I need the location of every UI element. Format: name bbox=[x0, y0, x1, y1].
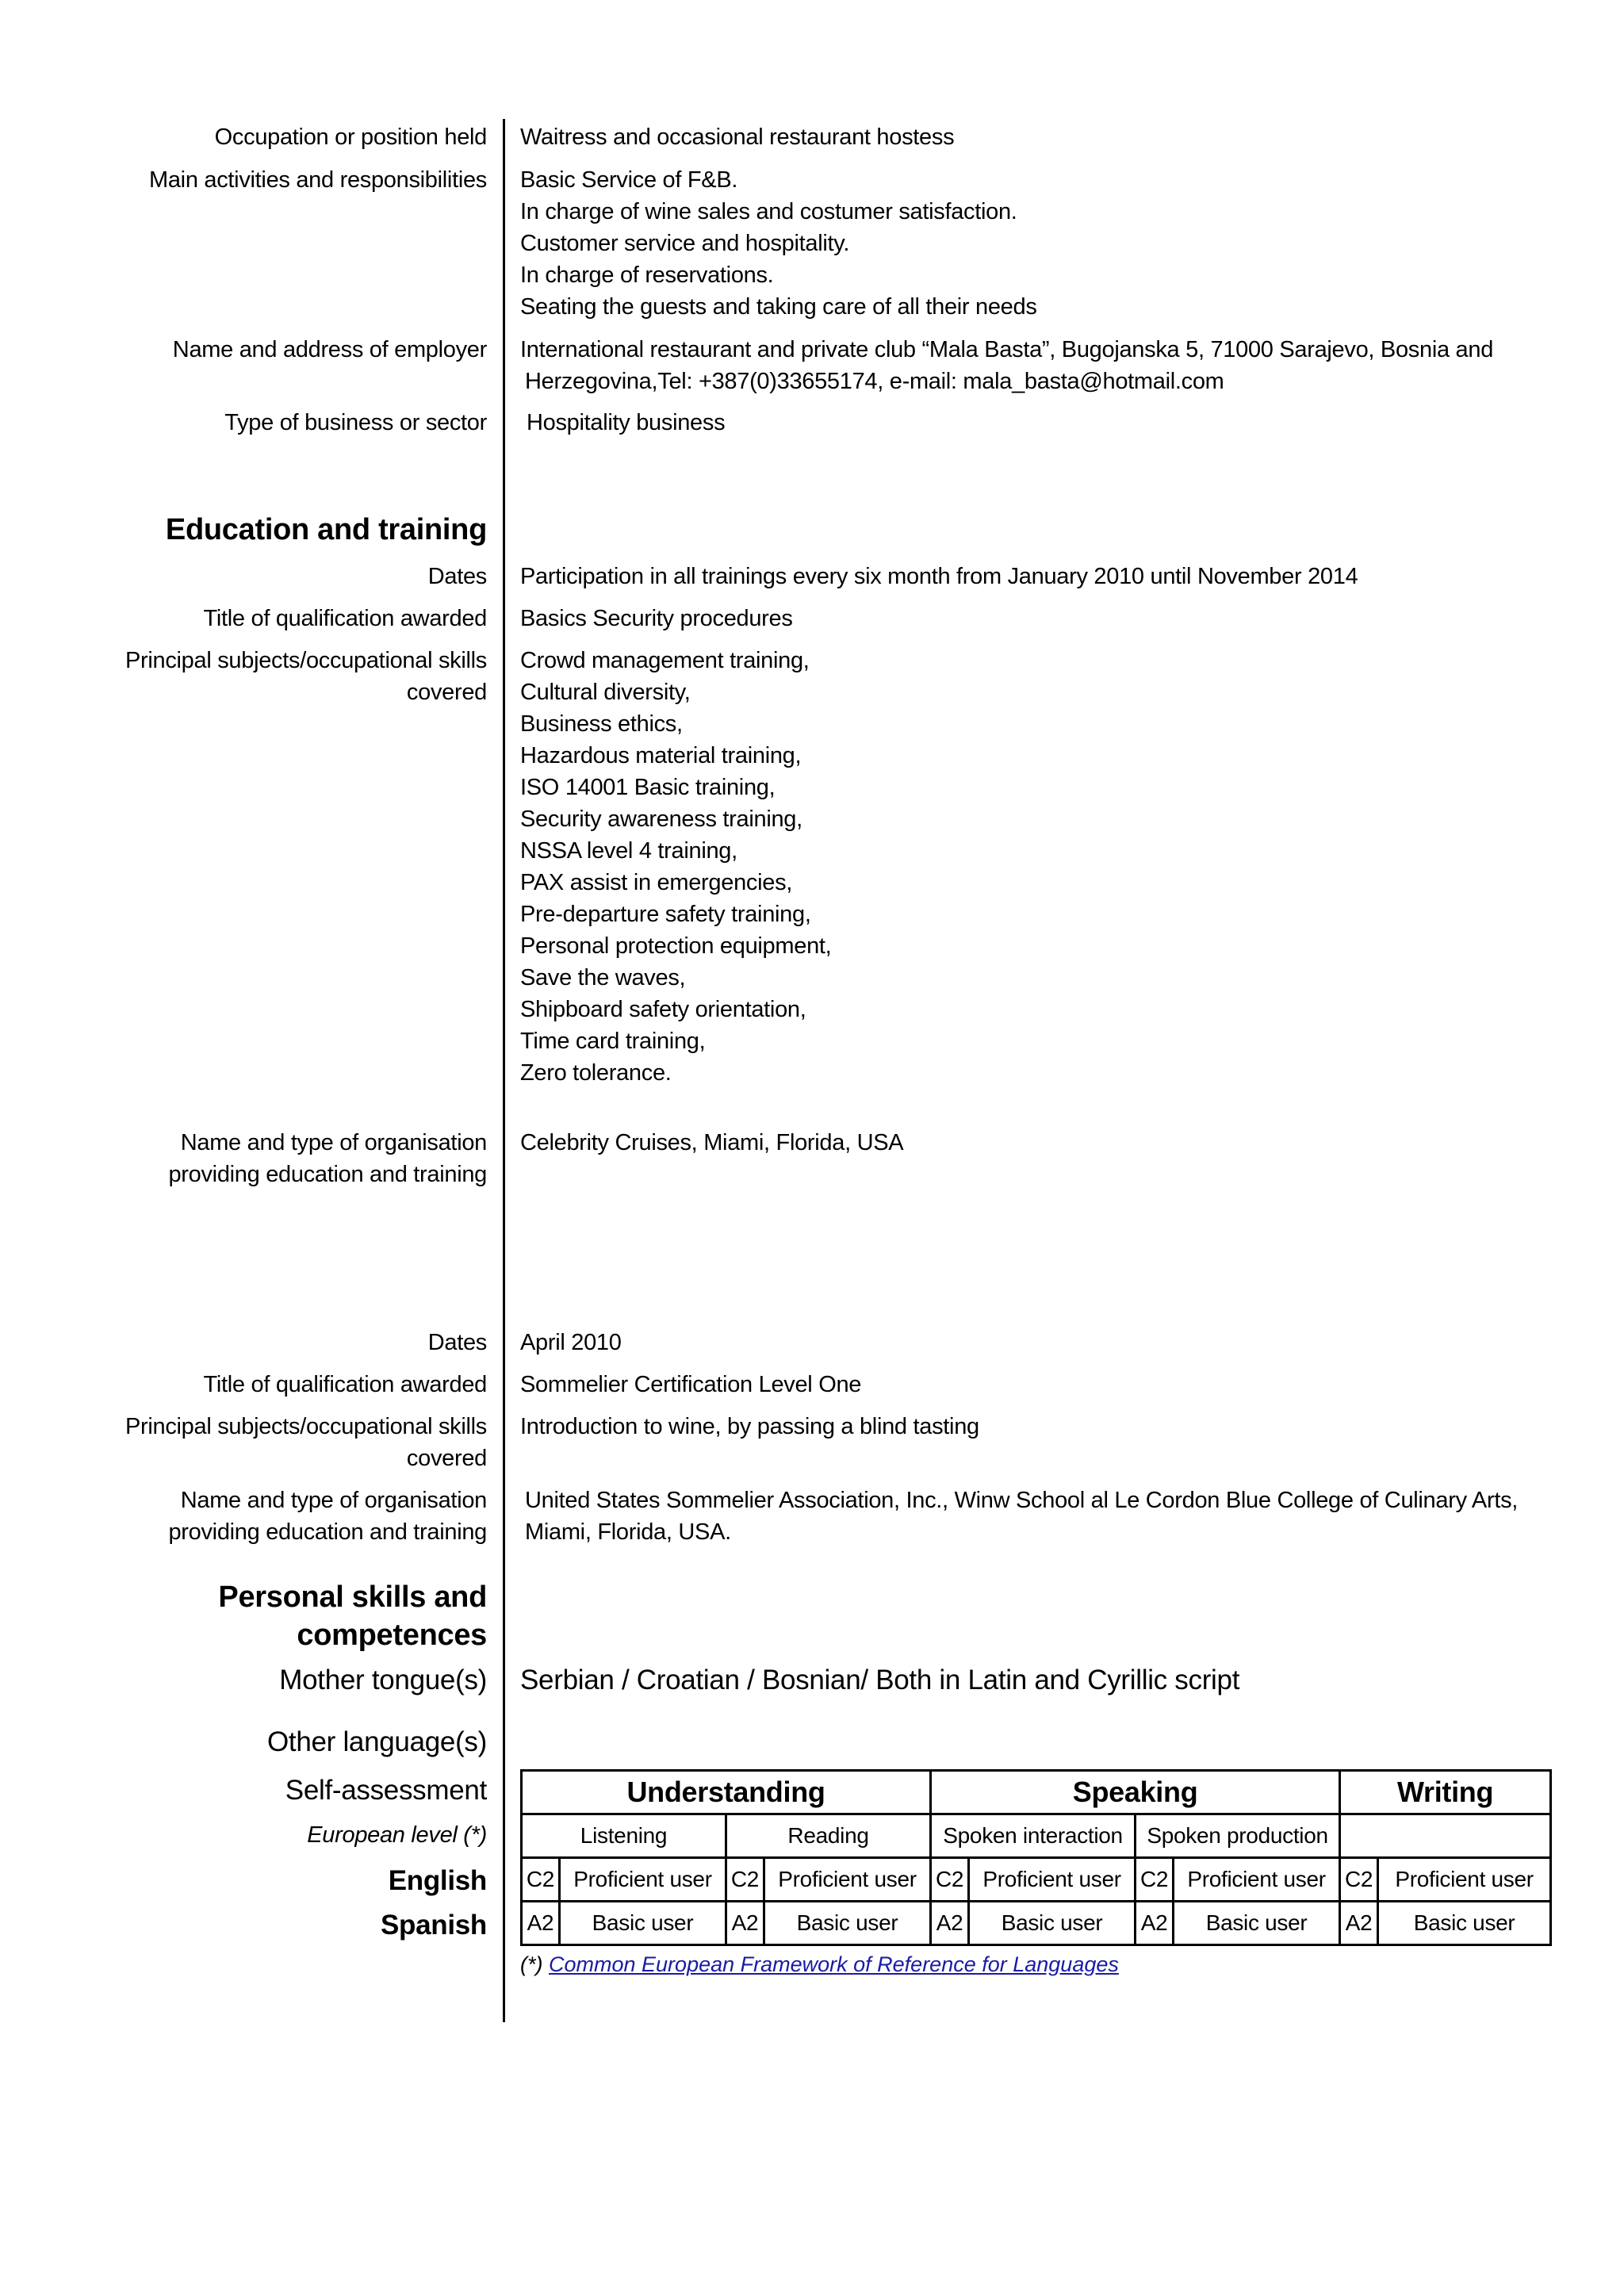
table-row bbox=[522, 1902, 1551, 1945]
subject-item: ISO 14001 Basic training, bbox=[520, 775, 776, 800]
level-desc: Basic user bbox=[764, 1902, 931, 1945]
subjects-label: Principal subjects/occupational skills covered bbox=[124, 648, 487, 705]
sub-header: Spoken production bbox=[1136, 1814, 1340, 1858]
level-code: A2 bbox=[726, 1902, 764, 1945]
other-languages-label: Other language(s) bbox=[266, 1726, 487, 1757]
subjects-value: Introduction to wine, by passing a blind tasting bbox=[520, 1414, 979, 1439]
level-desc: Basic user bbox=[1174, 1902, 1340, 1945]
activities-label: Main activities and responsibilities bbox=[148, 167, 487, 193]
subject-item: Time card training, bbox=[520, 1029, 706, 1054]
organisation-label: Name and type of organisation providing education and training bbox=[168, 1488, 487, 1545]
education-heading: Education and training bbox=[165, 513, 487, 546]
group-header: Speaking bbox=[931, 1771, 1340, 1814]
subjects-list bbox=[520, 645, 831, 1089]
subject-item: Crowd management training, bbox=[520, 648, 810, 673]
dates-label: Dates bbox=[427, 564, 487, 589]
subject-item: Business ethics, bbox=[520, 711, 683, 737]
mother-tongue-value: Serbian / Croatian / Bosnian/ Both in Latin and Cyrillic script bbox=[520, 1665, 1240, 1695]
organisation-line: Miami, Florida, USA. bbox=[525, 1519, 731, 1545]
level-code: C2 bbox=[931, 1858, 969, 1902]
subject-item: Pre-departure safety training, bbox=[520, 902, 811, 927]
mother-tongue-label: Mother tongue(s) bbox=[279, 1665, 487, 1695]
organisation-value: Celebrity Cruises, Miami, Florida, USA bbox=[520, 1130, 904, 1155]
level-code: A2 bbox=[1136, 1902, 1174, 1945]
language-name-spanish: Spanish bbox=[380, 1910, 487, 1941]
footnote-prefix: (*) bbox=[520, 1952, 549, 1976]
level-desc: Basic user bbox=[560, 1902, 726, 1945]
subject-item: Personal protection equipment, bbox=[520, 933, 832, 959]
level-desc: Proficient user bbox=[1174, 1858, 1340, 1902]
group-header: Writing bbox=[1340, 1771, 1551, 1814]
dates-value: Participation in all trainings every six month from January 2010 until November 2014 bbox=[520, 564, 1358, 589]
group-header: Understanding bbox=[522, 1771, 931, 1814]
subject-item: Save the waves, bbox=[520, 965, 686, 990]
language-table bbox=[520, 1769, 1552, 1946]
activity-item: In charge of reservations. bbox=[520, 262, 774, 288]
column-divider bbox=[503, 119, 505, 2022]
level-code: A2 bbox=[522, 1902, 560, 1945]
occupation-label: Occupation or position held bbox=[214, 125, 487, 150]
activity-item: Basic Service of F&B. bbox=[520, 167, 738, 193]
employer-value bbox=[520, 334, 1493, 397]
level-desc: Proficient user bbox=[560, 1858, 726, 1902]
level-code: A2 bbox=[1340, 1902, 1378, 1945]
level-desc: Basic user bbox=[969, 1902, 1136, 1945]
dates-value: April 2010 bbox=[520, 1330, 622, 1355]
european-level-label: European level (*) bbox=[307, 1822, 487, 1848]
qualification-value: Basics Security procedures bbox=[520, 606, 793, 631]
level-desc: Proficient user bbox=[1378, 1858, 1551, 1902]
table-row bbox=[522, 1858, 1551, 1902]
subject-item: Zero tolerance. bbox=[520, 1060, 672, 1086]
subject-item: NSSA level 4 training, bbox=[520, 838, 737, 864]
activities-list bbox=[520, 164, 1037, 323]
subject-item: Cultural diversity, bbox=[520, 680, 691, 705]
self-assessment-label: Self-assessment bbox=[285, 1775, 487, 1806]
sub-header: Listening bbox=[522, 1814, 726, 1858]
sub-header-empty bbox=[1340, 1814, 1551, 1858]
organisation-value bbox=[520, 1485, 1518, 1548]
language-name-english: English bbox=[388, 1865, 487, 1896]
qualification-label: Title of qualification awarded bbox=[203, 1372, 487, 1397]
subject-item: Security awareness training, bbox=[520, 807, 802, 832]
footnote bbox=[520, 1952, 1119, 1977]
cefr-link[interactable]: Common European Framework of Reference for Languages bbox=[549, 1952, 1119, 1976]
subject-item: PAX assist in emergencies, bbox=[520, 870, 793, 895]
level-code: C2 bbox=[1340, 1858, 1378, 1902]
sub-header: Reading bbox=[726, 1814, 931, 1858]
sector-value: Hospitality business bbox=[527, 410, 726, 435]
dates-label: Dates bbox=[427, 1330, 487, 1355]
level-code: A2 bbox=[931, 1902, 969, 1945]
level-code: C2 bbox=[1136, 1858, 1174, 1902]
occupation-value: Waitress and occasional restaurant hostess bbox=[520, 125, 955, 150]
level-desc: Proficient user bbox=[764, 1858, 931, 1902]
employer-line: International restaurant and private club “Mala Basta”, Bugojanska 5, 71000 Sarajevo, Bosnia and bbox=[520, 337, 1494, 362]
qualification-value: Sommelier Certification Level One bbox=[520, 1372, 862, 1397]
organisation-label: Name and type of organisation providing education and training bbox=[168, 1130, 487, 1187]
employer-line: Herzegovina,Tel: +387(0)33655174, e-mail: mala_basta@hotmail.com bbox=[525, 369, 1224, 394]
sector-label: Type of business or sector bbox=[224, 410, 487, 435]
level-code: C2 bbox=[522, 1858, 560, 1902]
level-desc: Basic user bbox=[1378, 1902, 1551, 1945]
employer-label: Name and address of employer bbox=[172, 337, 487, 362]
qualification-label: Title of qualification awarded bbox=[203, 606, 487, 631]
sub-header: Spoken interaction bbox=[931, 1814, 1136, 1858]
subject-item: Hazardous material training, bbox=[520, 743, 802, 768]
subjects-label: Principal subjects/occupational skills covered bbox=[124, 1414, 487, 1471]
subject-item: Shipboard safety orientation, bbox=[520, 997, 806, 1022]
activity-item: In charge of wine sales and costumer satisfaction. bbox=[520, 199, 1017, 224]
level-desc: Proficient user bbox=[969, 1858, 1136, 1902]
activity-item: Customer service and hospitality. bbox=[520, 231, 850, 256]
activity-item: Seating the guests and taking care of all their needs bbox=[520, 294, 1037, 320]
skills-heading: Personal skills and competences bbox=[218, 1580, 487, 1652]
level-code: C2 bbox=[726, 1858, 764, 1902]
organisation-line: United States Sommelier Association, Inc., Winw School al Le Cordon Blue College of Culinary Arts, bbox=[525, 1488, 1519, 1513]
